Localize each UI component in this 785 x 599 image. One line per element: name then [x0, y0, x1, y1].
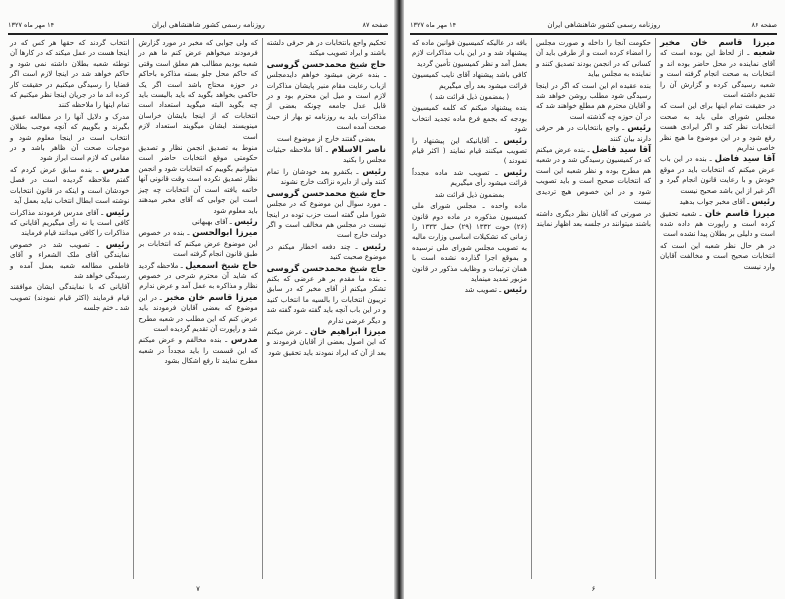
paragraph-text: ـ بنده مخالفم و عرض میکنم که این قسمت را باید مجدداً در شعبه مطرح نمایند تا رفع اشکال بشود — [138, 336, 258, 366]
paragraph-text: ـ واجع بانتخابات در هر حرفی دارند بیان کنند — [536, 124, 651, 143]
paragraph — [412, 103, 527, 134]
paragraph — [660, 38, 775, 100]
page-header — [410, 18, 777, 35]
speaker-name: ناصر الاسلام — [331, 145, 386, 156]
paragraph — [138, 293, 257, 335]
paragraph-text: ـ بکنفرو بعد خودشان را تمام کنند ولی از دایره نزاکت خارج نشوند — [266, 167, 386, 187]
paragraph-text: ـ آقای بهبهانی — [192, 217, 232, 226]
paragraph — [412, 285, 527, 295]
columns — [408, 38, 779, 579]
paragraph-text: کافی باشد پیشنهاد آقای نایب کمیسیون قرائت میشود بعد رأی میگیریم — [412, 71, 527, 90]
paragraph — [660, 101, 775, 153]
paragraph-text: در صورتی که آقایان نظر دیگری داشته باشند میتوانند در جلسه بعد اظهار نمایند — [536, 209, 651, 228]
paragraph-text: ـ چند دفعه اخطار میکنم در موضوع صحبت کنید — [266, 242, 386, 262]
paragraph — [10, 38, 129, 111]
paragraph-text: در حقیقت تمام اینها برای این است که مجلس شورای ملی باید به صحت انتخابات نظر کند و اگر ایرادی هست رفع شود و در این موضوع ما هیچ نظر خاصی نداریم — [660, 102, 775, 153]
paragraph-text: ـ از لحاظ این بوده است که آقای نماینده در محل حاضر بوده اند و انتخابات به صحت انجام گرفته است و شعبه رسیدگی کرده و گزارش آن را تقدیم داشته است — [660, 49, 775, 100]
paragraph — [536, 145, 651, 207]
paragraph-text: بنده عقیده ام این است که اگر در اینجا رسیدگی شود مطلب روشن خواهد شد و آقایان محترم هم مطلع خواهند شد که در آن حوزه چه گذشته است — [536, 81, 651, 121]
paragraph — [536, 38, 651, 80]
paragraph-text: بافه در عالیکه کمیسیون قوانین ماده که پیشنهاد شد و در این باب مذاکرات لازم بعمل آمد و نظر کمیسیون تأمین گردید — [412, 39, 527, 68]
paragraph-text: ـ ملاحظه گردید که شاید آن محترم شرحی در خصوص نظار و مذاکره به عمل آمد و عرض ندارم — [138, 261, 258, 291]
paragraph-text: ـ شعبه تحقیق کرده است و راپورت هم داده شده است و دلیلی بر بطلان پیدا نشده است — [660, 209, 775, 239]
paragraph — [10, 112, 129, 164]
speaker-name: رئیس — [503, 135, 527, 146]
speaker-name: رئیس — [627, 123, 651, 134]
speaker-name: رئیس — [503, 285, 527, 296]
speaker-name: میرزا ابراهیم خان — [310, 326, 386, 337]
paragraph-text: ـ مورد سوال این موضوع که در مجلس شورا ملی گفته است حزب توده در اینجا نیست در مجلس هم مخالف است و اگر دولت خارج است — [266, 200, 386, 240]
paragraph-text: ـ تصویب شد — [464, 286, 502, 295]
page-footer-number: ۷ — [196, 585, 200, 593]
paragraph-text: ـ آقای مخبر جواب بدهید — [679, 198, 750, 207]
paragraph — [267, 38, 386, 59]
text-column — [531, 38, 655, 579]
paragraph — [138, 143, 257, 216]
paragraph — [267, 242, 386, 263]
page-right — [402, 0, 785, 599]
paragraph-text: ( بمضمون ذیل قرائت شد ) — [429, 93, 510, 102]
paragraph-text: ـ در این موضوع که بعضی آقایان فرمودند باید عرض کنم که این مطلب در شعبه مطرح شد و راپورت آن تقدیم گردیده است — [138, 293, 258, 333]
speaker-name: میرزا ابوالحسن — [192, 228, 258, 239]
paragraph — [10, 208, 129, 239]
paragraph-text: مدرک و دلایل آنها را در مطالعه عمیق بگیرند و بگوییم که آنچه موجب بطلان انتخاب است در اینجا معلوم شود و موجبات صحت آن ظاهر باشد و در مقامی که لازم است ابراز شود — [10, 112, 130, 163]
paragraph-text: ـ بنده سابق عرض کردم که گفتم ملاحظه گردیده است در فصل خودشان است و اینکه در قانون انتخابات نوشته است ابطال انتخاب نباید بعمل آید — [10, 165, 130, 206]
paragraph — [412, 70, 527, 91]
paragraph-text: بنده پیشنهاد میکنم که کلمه کمیسیون بودجه که بجمع فرع ماده تجدید انتخاب شود — [412, 104, 527, 134]
paragraph — [267, 327, 386, 358]
paragraph-text: در هر حال نظر شعبه این است که انتخابات صحیح است و مخالفت آقایان وارد نیست — [660, 241, 775, 271]
speaker-name: حاج شیخ محمدحسن گروسی — [266, 263, 386, 274]
page-footer-number: ۶ — [591, 585, 596, 593]
issue-date: ۱۴ مهر ماه ۱۳۲۷ — [8, 21, 55, 29]
speaker-name: مدرس — [102, 164, 130, 175]
paragraph — [536, 123, 651, 144]
paragraph — [660, 241, 775, 272]
paragraph — [138, 228, 257, 259]
paragraph-text: ـ بنده در خصوص این موضوع عرض میکنم که انتخابات بر طبق قانون انجام گرفته است — [138, 229, 258, 259]
speaker-name: آقا سید فاضل — [714, 154, 776, 165]
paragraph-text: ـ عرض میکنم که این اصول بعضی از آقایان فرمودند و بعد از آن که ایراد نمودند باید تحقیق شود — [266, 327, 386, 357]
paragraph — [412, 168, 527, 189]
paragraph-text: حکومت آنجا را داخله و صورت مجلس را امضاء کرده است و از طرفی باید آن کسانی که در انجمن بودند تصدیق کنند و نماینده به مجلس بیاید — [536, 39, 651, 79]
paragraph-text: ـ تصویب شد در خصوص نمایندگی آقای ملک الشعراء و آقای فاطمی مطالعه شعبه بعمل آمده و رسیدگی خواهد شد — [10, 240, 130, 280]
paragraph — [267, 145, 386, 166]
paragraph — [660, 209, 775, 240]
speaker-name: رئیس — [234, 216, 258, 227]
speaker-name: میرزا قاسم خان مخبر — [164, 292, 258, 303]
paragraph — [267, 60, 386, 133]
paragraph-text: ـ تصویب شد ماده مجدداً قرائت میشود رأی میگیریم — [412, 168, 527, 188]
speaker-name: رئیس — [751, 197, 775, 208]
speaker-name: حاج شیخ محمدحسن گروسی — [266, 59, 386, 70]
paragraph — [412, 92, 527, 102]
paragraph-text: ـ بنده عرض میشود خواهم دایدمجلس ازباب رعایت مقام منیر پایشان مذاکرات لازم است و میل این محترم بود و در قابل عدل جامعه چونکه بعضی از مذاکرات باید به روزنامه تو بهار از حیث صحت آمده است — [266, 71, 386, 132]
speaker-name: حاج شیخ محمدحسن گروسی — [266, 188, 386, 199]
paragraph — [138, 261, 257, 292]
paragraph — [412, 136, 527, 167]
paragraph-text: بمضمون ذیل قرائت شد — [434, 190, 505, 199]
text-column — [408, 38, 531, 579]
newspaper-title: روزنامه رسمی کشور شاهنشاهی ایران — [547, 21, 661, 29]
speaker-name: رئیس — [105, 207, 130, 218]
paragraph-text: ـ آقای مدرس فرمودند مذاکرات کافی است یا نه رأی میگیریم آقایانی که مذاکرات را کافی میدانند قیام فرمایند — [10, 208, 130, 238]
paragraph-text: ـ آقا ملاحظه حیثیات مجلس را بکنید — [266, 146, 386, 165]
paragraph — [267, 264, 386, 326]
paragraph-text: تحکیم واجع بانتخابات در هر حرفی دلشته باشند و ایراد تصویب میکند — [266, 39, 386, 58]
paragraph-text: منوط به تصدیق انجمن نظار و تصدیق حکومتی موقع انتخابات حاضر است میتوانیم بگوییم که انتخابات شود و انجمن نظار تصدیق نکرده است وقت قانونی آنها خاتمه یافته است آن انتخابات چه چیز است این جوابی که آقای مخبر میدهند باید معلوم شود — [138, 144, 258, 215]
newspaper-title: روزنامه رسمی کشور شاهنشاهی ایران — [151, 21, 265, 29]
speaker-name: حاج شیخ اسمعیل — [185, 260, 258, 271]
paragraph — [412, 190, 527, 200]
speaker-name: رئیس — [105, 239, 130, 250]
paragraph — [536, 209, 651, 230]
paragraph — [267, 189, 386, 241]
columns — [6, 38, 390, 579]
speaker-name: رئیس — [362, 166, 386, 177]
speaker-name: میرزا قاسم خان مخبر شعبه — [660, 38, 775, 59]
paragraph-text: بعضی گفتند خارج از موضوع است — [277, 134, 376, 143]
text-column — [655, 38, 779, 579]
paragraph — [138, 217, 257, 227]
paragraph — [10, 282, 129, 313]
paragraph-text: که ولی جوابی که مخبر در مورد گزارش فرمودند میخواهم عرض کنم ما هم در شعبه بودیم مطالب هم معلق است وقتی که حاکم محل جلو بسته مذاکره باحاکم در حوزه محتاج باشد است اگر یک حاکمی بخواهد بگوید که باید بالیست باید چه بگوید البته میگوید استعداد است انتخابات که از اینجا بایشان خراسان مینویسند ایشان میگویند استعداد لازم است — [138, 39, 258, 141]
text-column — [262, 38, 390, 579]
text-column — [6, 38, 133, 579]
paragraph — [660, 197, 775, 207]
paragraph-text: ـ آقایانیکه این پیشنهاد را تصویب میکنند قیام نمایند ( اکثر قیام نمودند ) — [412, 136, 527, 166]
paragraph-text: ـ بنده در این باب عرض میکنم که انتخابات باید در موقع خودش و با رعایت قانون انجام گیرد و اگر غیر از این باشد صحیح نیست — [660, 155, 775, 195]
paragraph-text: ـ بنده عرض میکنم که در کمیسیون رسیدگی شد و در شعبه هم مطرح بوده و نظر شعبه این است که انتخابات صحیح است و باید تصویب شود و در این خصوص هیچ تردیدی نیست — [536, 146, 651, 207]
paragraph — [660, 154, 775, 196]
paragraph-text: ماده واحده ـ مجلس شورای ملی کمیسیون مذکوره در ماده دوم قانون (۲۶) حوت ۱۳۳۲ (۲۹) حمل ۱۳۳۳ را زمانی که تشکیلات اساسی وزارت مالیه به تصویب مجلس شورای ملی نرسیده و بموقع اجرا گذارده نشده است با همان ترتیبات و وظایف مذکور در قانون مزبور تمدید مینماید — [412, 202, 527, 283]
paragraph — [138, 38, 257, 142]
binding-gutter — [394, 0, 404, 599]
paragraph — [536, 81, 651, 123]
paragraph-text: آقایانی که با نمایندگی ایشان موافقند قیام فرمایند (اکثر قیام نمودند) تصویب شد ـ ختم جلسه — [10, 283, 130, 313]
paragraph-text: انتخاب گردند که حقها هر کس که در اینجا هست در عمل میکند که در کارها آن توطئه شعبه بطلان داشته نمی شود و حاکم خواهد شد در اینجا لازم است اگر قضایا را رسیدگی میکنیم در حقیقت کار کرده اند ما در جریان اینجا نظر میکنیم که تمام اینها را ملاحظه کنند — [10, 39, 130, 110]
speaker-name: آقا سید فاضل — [591, 145, 651, 156]
paragraph — [267, 167, 386, 188]
paragraph — [267, 134, 386, 144]
speaker-name: رئیس — [362, 241, 386, 252]
page-header — [8, 18, 388, 35]
speaker-name: رئیس — [503, 167, 527, 178]
paragraph — [412, 201, 527, 284]
paragraph — [412, 38, 527, 69]
paragraph — [138, 335, 257, 366]
paragraph — [10, 240, 129, 282]
text-column — [133, 38, 261, 579]
issue-date: ۱۴ مهر ماه ۱۳۲۷ — [410, 21, 457, 29]
paragraph-text: ـ بنده ما مقدم بر هر عرضی که بکنم تشکر میکنم از آقای مخبر که در سابق تریبون انتخابات را بالسیه ما انتخاب کنید و در این باب آنچه باید گفته شود گفته شد و دیگر عرضی ندارم — [266, 274, 386, 325]
speaker-name: میرزا قاسم خان — [704, 208, 775, 219]
page-number: صفحه ۸۶ — [751, 21, 777, 29]
paragraph — [10, 165, 129, 207]
speaker-name: مدرس — [230, 335, 258, 346]
page-number: صفحه ۸۷ — [362, 21, 388, 29]
